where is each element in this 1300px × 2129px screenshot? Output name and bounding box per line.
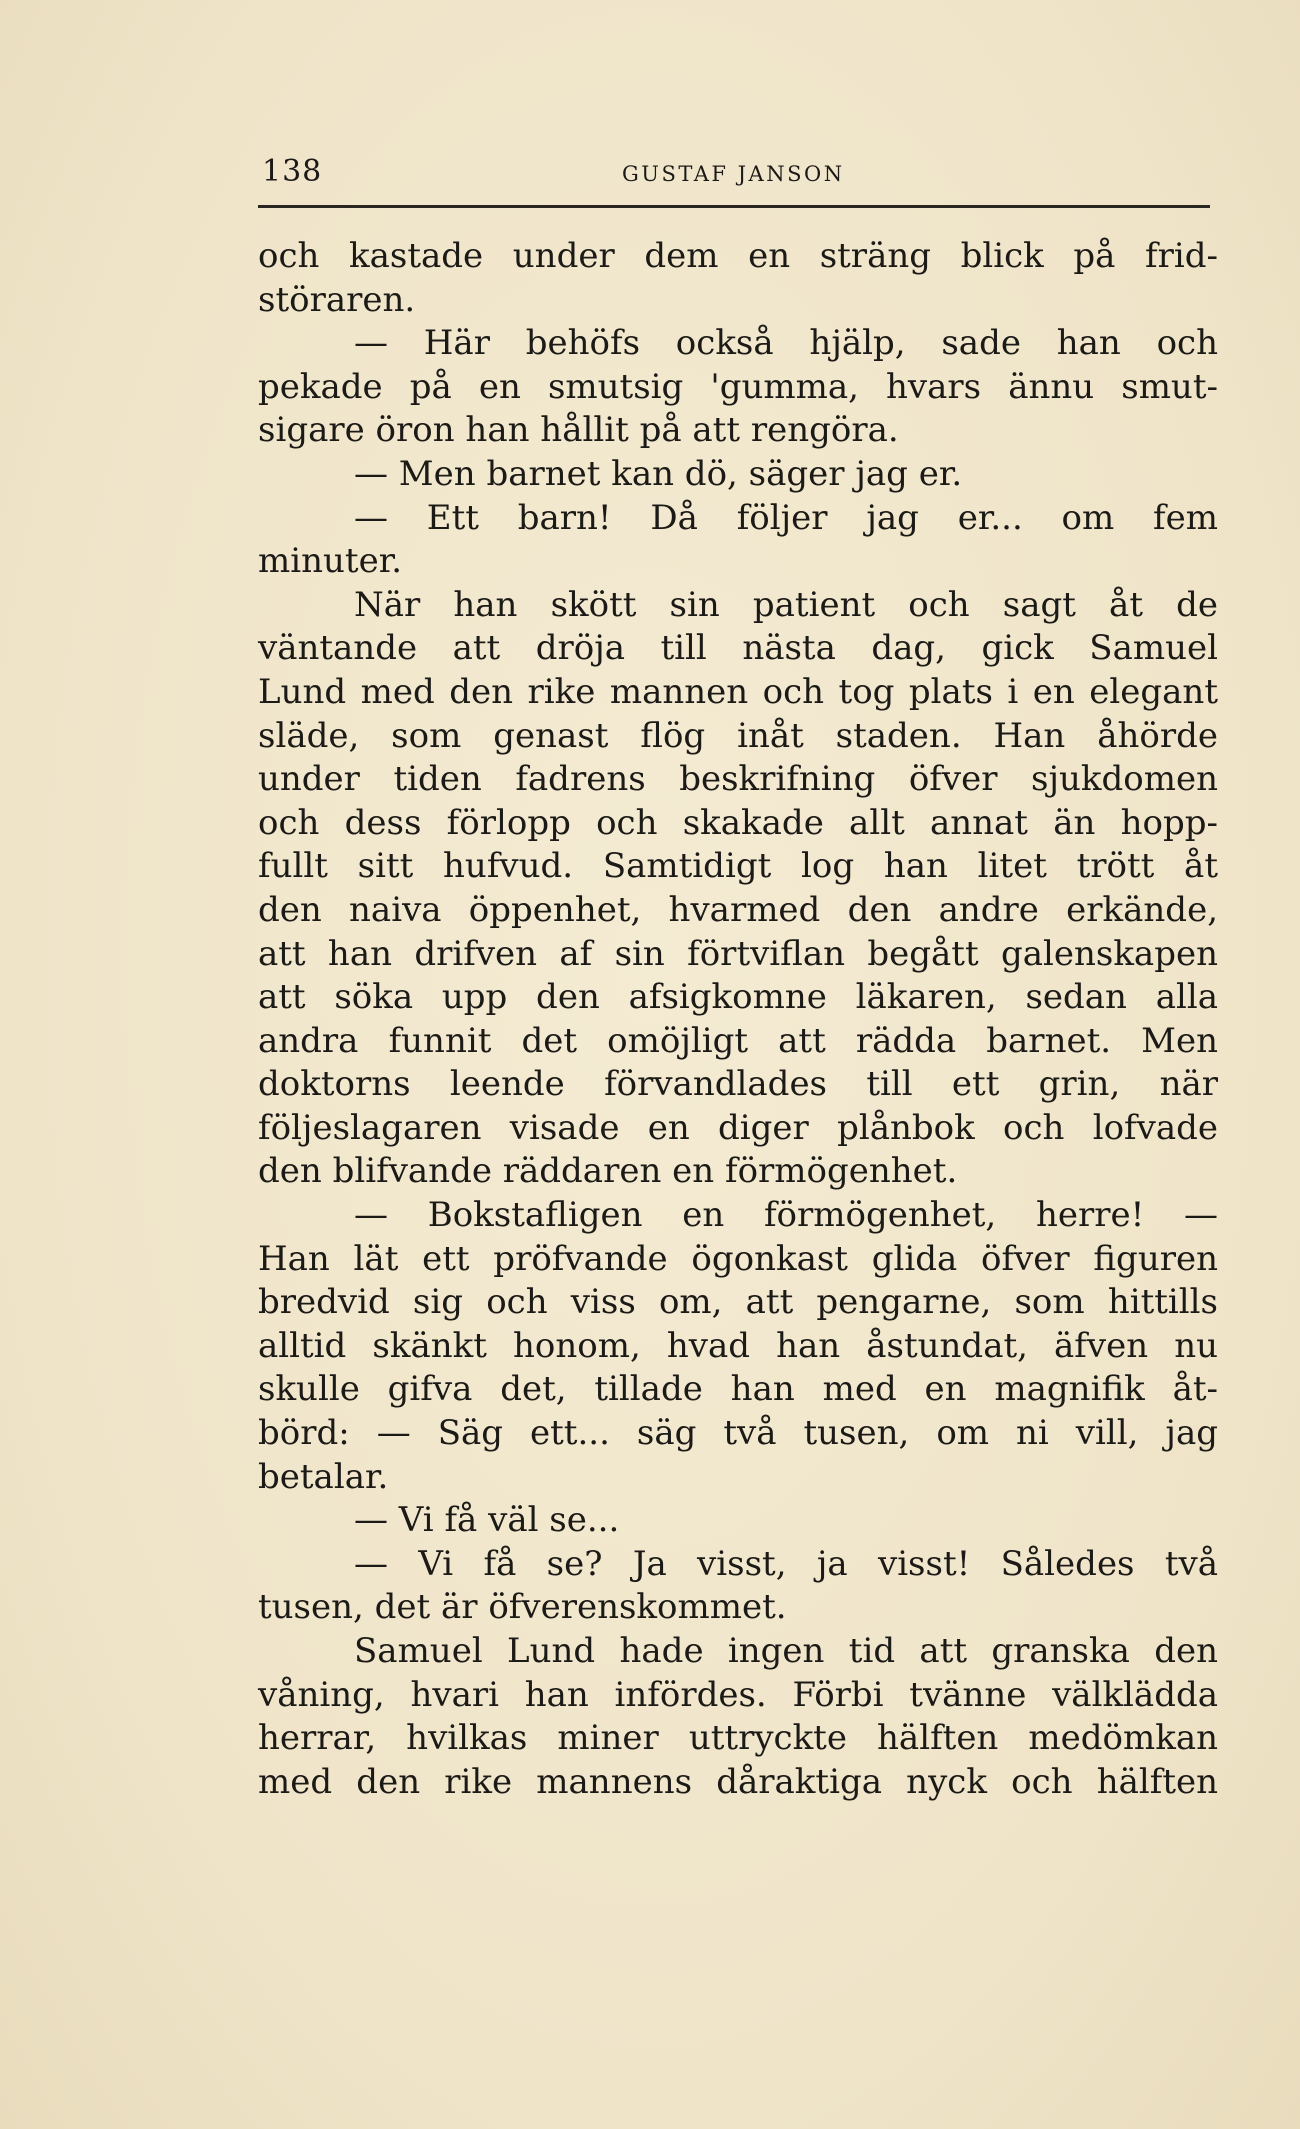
text-line: — Ett barn! Då följer jag er... om fem [354, 497, 1218, 538]
text-line: — Bokstafligen en förmögenhet, herre! — [354, 1195, 1218, 1236]
header-rule [258, 205, 1210, 208]
text-line: alltid skänkt honom, hvad han åstundat, äfven nu [258, 1325, 1218, 1366]
text-line: och kastade under dem en sträng blick på frid- [258, 236, 1218, 276]
text-line: följeslagaren visade en diger plånbok och lofvade [258, 1107, 1218, 1148]
text-line: bredvid sig och viss om, att pengarne, som hittills [258, 1282, 1218, 1323]
text-line: betalar. [258, 1456, 389, 1497]
text-line: under tiden fadrens beskrifning öfver sjukdomen [258, 759, 1218, 800]
text-line: våning, hvari han infördes. Förbi tvänne välklädda [258, 1674, 1218, 1715]
text-line: Han lät ett pröfvande ögonkast glida öfver figuren [258, 1238, 1218, 1279]
body-text [258, 235, 1218, 1804]
text-line: den blifvande räddaren en förmögenhet. [258, 1151, 958, 1192]
text-line: skulle gifva det, tillade han med en magnifik åt- [258, 1369, 1218, 1410]
text-line: Lund med den rike mannen och tog plats i en elegant [258, 671, 1218, 712]
text-line: börd: — Säg ett... säg två tusen, om ni vill, jag [258, 1413, 1218, 1454]
page-number: 138 [262, 154, 323, 189]
page-header [262, 150, 1212, 200]
text-line: tusen, det är öfverenskommet. [258, 1587, 787, 1628]
text-line: väntande att dröja till nästa dag, gick Samuel [258, 628, 1218, 669]
text-line: — Här behöfs också hjälp, sade han och [354, 323, 1218, 364]
text-line: andra funnit det omöjligt att rädda barnet. Men [258, 1020, 1218, 1061]
text-line: — Vi få väl se... [354, 1500, 620, 1541]
text-line: att han drifven af sin förtviflan begått galenskapen [258, 933, 1218, 974]
text-line: pekade på en smutsig 'gumma, hvars ännu smut- [258, 366, 1218, 407]
running-head: GUSTAF JANSON [622, 162, 845, 186]
text-line: den naiva öppenhet, hvarmed den andre erkände, [258, 889, 1218, 930]
text-line: sigare öron han hållit på att rengöra. [258, 410, 899, 451]
text-line: att söka upp den afsigkomne läkaren, sedan alla [258, 977, 1218, 1018]
text-line: och dess förlopp och skakade allt annat än hopp- [258, 802, 1218, 843]
text-line: herrar, hvilkas miner uttryckte hälften medömkan [258, 1718, 1218, 1759]
text-line: släde, som genast flög inåt staden. Han åhörde [258, 715, 1218, 756]
text-line: — Men barnet kan dö, säger jag er. [354, 453, 963, 494]
text-line: doktorns leende förvandlades till ett grin, när [258, 1064, 1218, 1105]
text-line: fullt sitt hufvud. Samtidigt log han litet trött åt [258, 846, 1218, 887]
text-line: med den rike mannens dåraktiga nyck och hälften [258, 1761, 1218, 1802]
text-line: När han skött sin patient och sagt åt de [354, 584, 1218, 625]
text-line: — Vi få se? Ja visst, ja visst! Således två [354, 1543, 1218, 1584]
text-line: Samuel Lund hade ingen tid att granska den [354, 1631, 1218, 1671]
text-line: minuter. [258, 541, 403, 582]
text-line: störaren. [258, 279, 416, 320]
